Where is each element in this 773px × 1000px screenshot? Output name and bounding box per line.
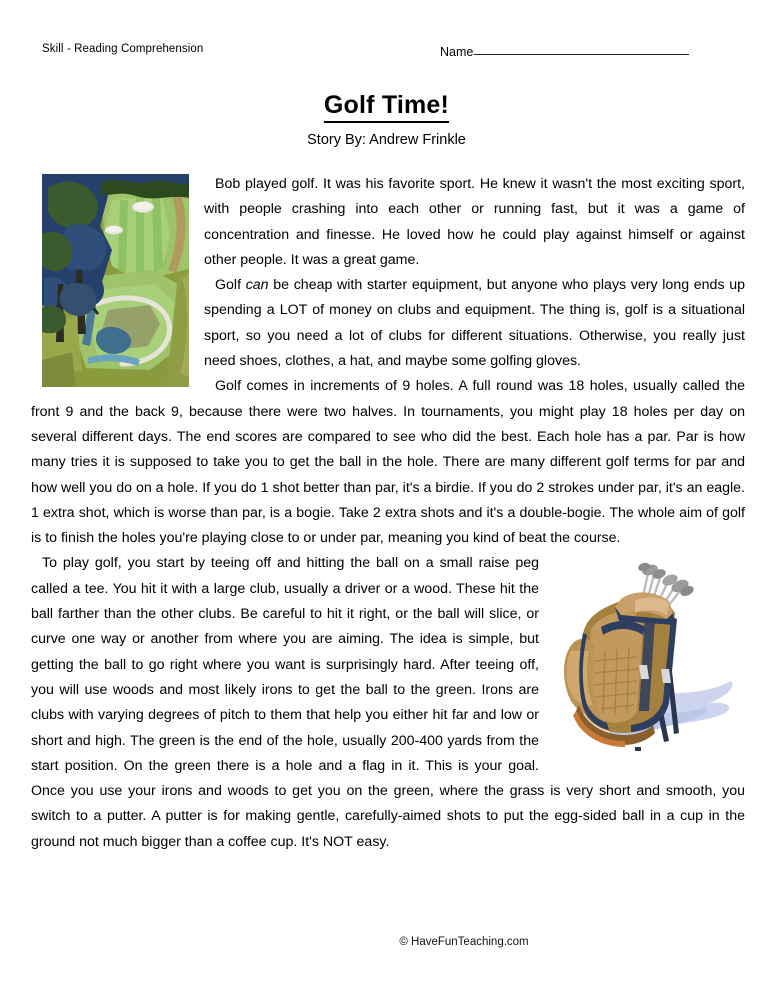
story-paragraph-4: To play golf, you start by teeing off and hitting the ball on a small raise peg called a tee. You hit it with a large club, usually a driver or a wood. These hit the ball farther than the other clubs. Be careful to hit it right, or the ball will slice, or curve one way or another from where you are aiming. The idea is simple, but getting the ball to go right where you want is surprisingly hard. After teeing off, you will use woods and most likely irons to get the ball to the green. Irons are clubs with varying degrees of pitch to them that help you either hit far and low or short and high. The green is the end of the hole, usually 200-400 yards from the start position. On the green there is a hole and a flag in it. This is your goal. Once you use your irons and woods to get you on the green, where the grass is very short and smooth, you switch to a putter. A putter is for making gentle, carefully-aimed shots to put the egg-sided ball in a cup in the ground not much bigger than a coffee cup. It's NOT easy. [31,555,745,850]
p2-text-b: be cheap with starter equipment, but anyone who plays very long ends up spending a LOT of money on clubs and equipment. The thing is, golf is a situational sport, so you need a lot of clubs for different situations. Otherwise, you really just need shoes, clothes, a hat, and maybe some golfing gloves. [204,277,745,370]
golf-bag-image [549,561,745,761]
bag-svg [549,561,745,761]
name-field-group [440,45,689,59]
name-label: Name [440,45,474,59]
story-body [31,172,745,855]
story-paragraph-1: Bob played golf. It was his favorite sport. He knew it wasn't the most exciting sport, with people crashing into each other or running fast, but it was a game of concentration and finesse. He loved how he could play against himself or against other people. It was a great game. [204,176,745,268]
golf-course-image [42,174,189,387]
story-paragraph-3: Golf comes in increments of 9 holes. A full round was 18 holes, usually called the front 9 and the back 9, because there were two halves. In tournaments, you might play 18 holes per day on several different days. The end scores are compared to see who did the best. Each hole has a par. Par is how many tries it is supposed to take you to get the ball in the hole. There are many different golf terms for par and how well you do on a hole. If you do 1 shot better than par, it's a birdie. If you do 2 strokes under par, it's an eagle. 1 extra shot, which is worse than par, is a bogie. Take 2 extra shots and it's a double-bogie. The whole aim of golf is to finish the holes you're playing close to or under par, meaning you kind of beat the course. [31,378,745,547]
p2-emphasis: can [245,277,269,294]
course-illustration [42,174,189,387]
skill-label: Skill - Reading Comprehension [42,43,204,55]
page-footer [0,936,773,948]
p2-text-a: Golf [215,277,246,294]
byline: Story By: Andrew Frinkle [307,131,466,148]
course-svg [42,174,189,387]
title-block [0,92,773,149]
page-title: Golf Time! [324,92,449,123]
worksheet-header [42,40,732,70]
name-input-line[interactable] [474,54,689,55]
copyright-text: © HaveFunTeaching.com [399,936,529,948]
bag-illustration [549,561,745,761]
